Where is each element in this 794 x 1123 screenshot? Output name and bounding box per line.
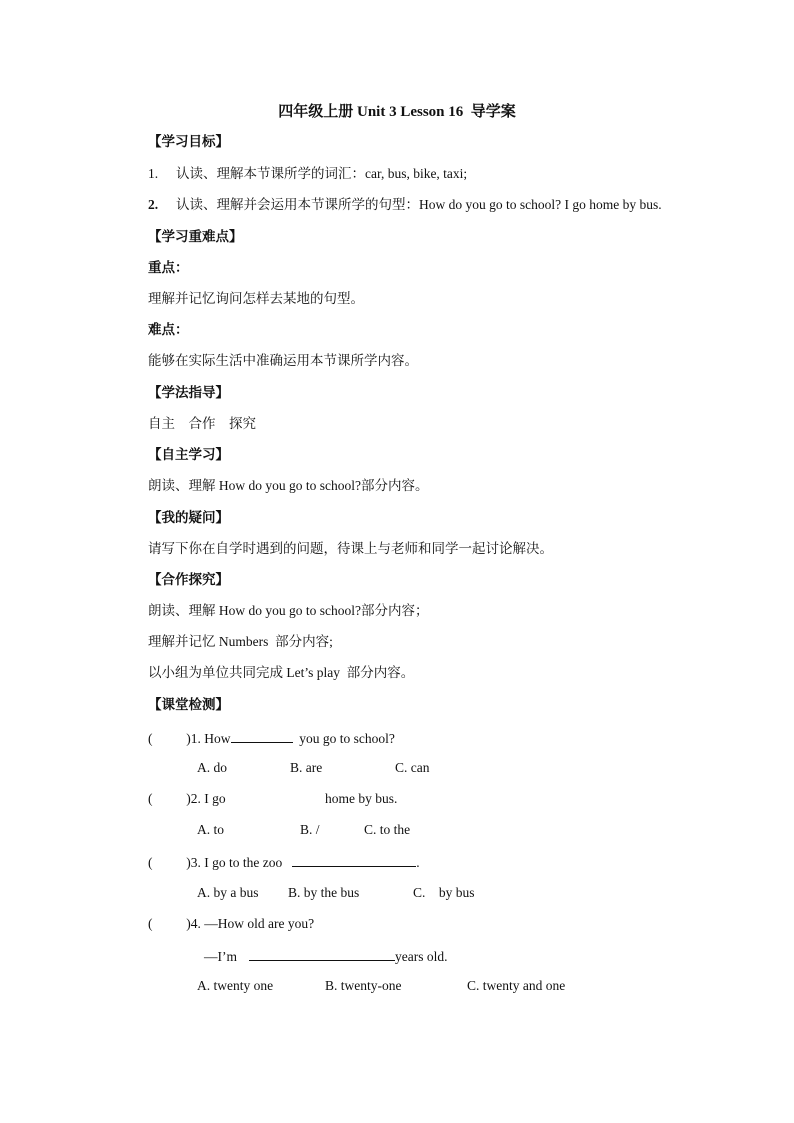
option-c: C. to the bbox=[364, 822, 411, 837]
question-stem: 2. I go bbox=[190, 791, 226, 806]
objective-item-2 bbox=[148, 196, 662, 214]
objective-number: 2. bbox=[148, 197, 159, 212]
questions-heading: 【我的疑问】 bbox=[148, 510, 229, 525]
objective-text: 认读、理解并会运用本节课所学的句型：How do you go to school? I go home by bus. bbox=[176, 197, 662, 212]
answer-paren[interactable]: ( ) bbox=[148, 855, 191, 870]
option-c: C. twenty and one bbox=[467, 978, 566, 993]
objectives-heading: 【学习目标】 bbox=[148, 134, 229, 149]
option-c: C. can bbox=[395, 760, 430, 775]
cooperation-heading: 【合作探究】 bbox=[148, 572, 229, 587]
method-text: 自主 合作 探究 bbox=[148, 416, 256, 431]
option-b: B. by the bus bbox=[288, 885, 360, 900]
option-b: B. twenty-one bbox=[325, 978, 402, 993]
quiz-heading: 【课堂检测】 bbox=[148, 697, 229, 712]
self-study-heading: 【自主学习】 bbox=[148, 447, 229, 462]
question-stem: 1. How bbox=[190, 731, 231, 746]
objective-item-1 bbox=[148, 165, 467, 183]
key-point-label: 重点： bbox=[148, 260, 189, 275]
question-stem-end: home by bus. bbox=[325, 791, 398, 806]
option-c: C. by bus bbox=[413, 885, 475, 900]
fill-blank[interactable] bbox=[231, 728, 293, 743]
key-points-heading: 【学习重难点】 bbox=[148, 229, 243, 244]
objective-number: 1. bbox=[148, 166, 159, 181]
self-study-text: 朗读、理解 How do you go to school?部分内容。 bbox=[148, 478, 429, 493]
quiz-question-4 bbox=[148, 915, 314, 933]
method-heading: 【学法指导】 bbox=[148, 385, 229, 400]
answer-suffix: years old. bbox=[395, 949, 448, 964]
cooperation-line-2: 理解并记忆 Numbers 部分内容; bbox=[148, 634, 333, 649]
option-a: A. twenty one bbox=[197, 978, 274, 993]
question-stem: 3. I go to the zoo bbox=[190, 855, 283, 870]
difficulty-text: 能够在实际生活中准确运用本节课所学内容。 bbox=[148, 353, 418, 368]
quiz-question-3 bbox=[148, 852, 420, 870]
answer-paren[interactable]: ( ) bbox=[148, 791, 191, 806]
option-b: B. are bbox=[290, 760, 323, 775]
answer-paren[interactable]: ( ) bbox=[148, 916, 191, 931]
answer-prefix: —I’m bbox=[204, 949, 237, 964]
option-a: A. by a bus bbox=[197, 885, 259, 900]
difficulty-label: 难点： bbox=[148, 322, 189, 337]
questions-text: 请写下你在自学时遇到的问题，待课上与老师和同学一起讨论解决。 bbox=[148, 541, 553, 556]
question-stem: 4. —How old are you? bbox=[190, 916, 315, 931]
quiz-question-2 bbox=[148, 790, 226, 808]
option-a: A. to bbox=[197, 822, 224, 837]
quiz-question-1 bbox=[148, 728, 395, 746]
key-point-text: 理解并记忆询问怎样去某地的句型。 bbox=[148, 291, 364, 306]
answer-line bbox=[204, 946, 447, 966]
page-title: 四年级上册 Unit 3 Lesson 16 导学案 bbox=[278, 104, 516, 120]
fill-blank[interactable] bbox=[249, 946, 395, 961]
option-a: A. do bbox=[197, 760, 227, 775]
fill-blank[interactable] bbox=[292, 852, 416, 867]
cooperation-line-1: 朗读、理解 How do you go to school?部分内容； bbox=[148, 603, 429, 618]
question-stem-end: . bbox=[416, 855, 420, 870]
cooperation-line-3: 以小组为单位共同完成 Let’s play 部分内容。 bbox=[148, 665, 415, 680]
objective-text: 认读、理解本节课所学的词汇：car, bus, bike, taxi; bbox=[176, 166, 468, 181]
question-stem-end: you go to school? bbox=[292, 731, 395, 746]
option-b: B. / bbox=[300, 822, 320, 837]
answer-paren[interactable]: ( ) bbox=[148, 731, 191, 746]
